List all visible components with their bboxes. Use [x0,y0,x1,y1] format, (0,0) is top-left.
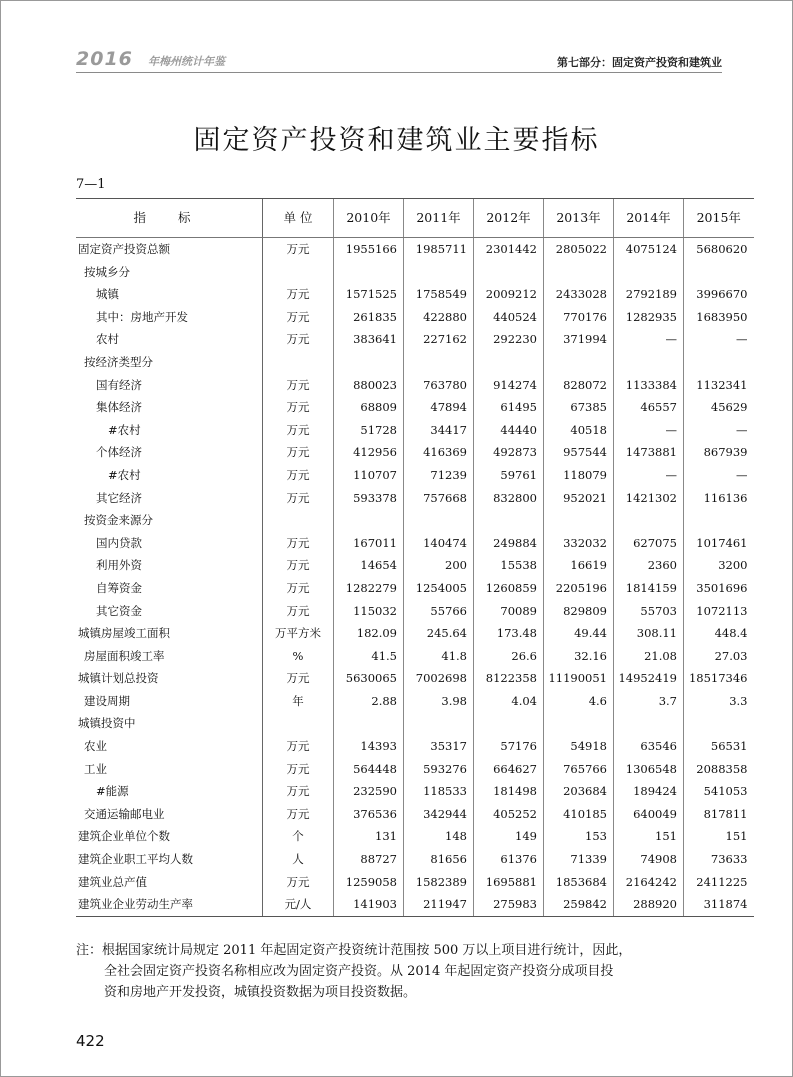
value-cell: 73633 [684,848,754,871]
value-cell: 292230 [474,328,544,351]
value-cell: 867939 [684,441,754,464]
header-year: 2014年 [614,199,684,238]
indicator-label: #农村 [108,467,141,482]
value-cell: 26.6 [474,645,544,668]
value-cell: 1260859 [474,577,544,600]
value-cell: 249884 [474,532,544,555]
value-cell: 8122358 [474,667,544,690]
indicator-label: 城镇房屋竣工面积 [78,626,170,641]
section-title: 第七部分：固定资产投资和建筑业 [557,56,722,69]
table-row [76,871,754,894]
value-cell: 46557 [614,396,684,419]
table-row [76,554,754,577]
unit-cell: 万元 [263,554,334,577]
value-cell: 1955166 [334,238,404,261]
value-cell: 770176 [544,306,614,329]
unit-cell: 万元 [263,600,334,623]
unit-cell: % [263,645,334,668]
value-cell: 1282935 [614,306,684,329]
value-cell: 71339 [544,848,614,871]
value-cell [684,509,754,532]
unit-cell: 万元 [263,667,334,690]
value-cell [684,712,754,735]
table-body [76,238,754,917]
table-row [76,238,754,261]
value-cell: 2360 [614,554,684,577]
unit-cell: 万元 [263,374,334,397]
value-cell: 67385 [544,396,614,419]
value-cell: 61495 [474,396,544,419]
yearbook-year: 2016 [76,48,133,70]
value-cell: 3200 [684,554,754,577]
value-cell: 151 [684,825,754,848]
unit-cell: 万元 [263,396,334,419]
value-cell: 492873 [474,441,544,464]
value-cell: 308.11 [614,622,684,645]
value-cell: 2805022 [544,238,614,261]
unit-cell: 万平方米 [263,622,334,645]
indicator-label: 农村 [96,332,119,347]
table-row [76,441,754,464]
value-cell [474,509,544,532]
unit-cell: 万元 [263,871,334,894]
value-cell [404,261,474,284]
unit-cell: 个 [263,825,334,848]
value-cell: 2.88 [334,690,404,713]
indicator-label: 其它经济 [96,490,142,505]
value-cell: 21.08 [614,645,684,668]
value-cell: 765766 [544,758,614,781]
value-cell: — [614,328,684,351]
value-cell: 44440 [474,419,544,442]
value-cell [474,351,544,374]
unit-cell: 万元 [263,758,334,781]
unit-cell: 万元 [263,328,334,351]
value-cell: 245.64 [404,622,474,645]
indicator-label: 建设周期 [84,693,130,708]
value-cell: 914274 [474,374,544,397]
value-cell: 203684 [544,780,614,803]
value-cell: 1571525 [334,283,404,306]
indicator-label: 利用外资 [96,558,142,573]
value-cell: 383641 [334,328,404,351]
value-cell: 288920 [614,893,684,916]
value-cell: 211947 [404,893,474,916]
value-cell: 757668 [404,487,474,510]
value-cell: 2301442 [474,238,544,261]
unit-cell [263,712,334,735]
value-cell: 70089 [474,600,544,623]
value-cell: 3.3 [684,690,754,713]
value-cell [544,509,614,532]
indicator-label: 房屋面积竣工率 [84,648,165,663]
value-cell [684,261,754,284]
value-cell: 2164242 [614,871,684,894]
value-cell: 54918 [544,735,614,758]
header-year: 2013年 [544,199,614,238]
indicator-label: 农业 [84,739,107,754]
value-cell: 14393 [334,735,404,758]
value-cell: 41.8 [404,645,474,668]
value-cell: 55703 [614,600,684,623]
value-cell: 115032 [334,600,404,623]
unit-cell: 万元 [263,532,334,555]
value-cell: 1758549 [404,283,474,306]
value-cell: 71239 [404,464,474,487]
header-year: 2010年 [334,199,404,238]
value-cell: 15538 [474,554,544,577]
value-cell: 640049 [614,803,684,826]
value-cell: 40518 [544,419,614,442]
header-year: 2011年 [404,199,474,238]
indicator-label: 工业 [84,761,107,776]
value-cell: — [614,419,684,442]
value-cell: 763780 [404,374,474,397]
value-cell: 34417 [404,419,474,442]
indicator-label: #能源 [96,784,129,799]
value-cell: 376536 [334,803,404,826]
value-cell: 259842 [544,893,614,916]
value-cell: 57176 [474,735,544,758]
value-cell: 55766 [404,600,474,623]
value-cell: 4075124 [614,238,684,261]
yearbook-name: 年梅州统计年鉴 [148,55,225,68]
header-year: 2015年 [684,199,754,238]
unit-cell: 万元 [263,306,334,329]
value-cell: 1683950 [684,306,754,329]
value-cell: 627075 [614,532,684,555]
page-title: 固定资产投资和建筑业主要指标 [193,125,600,156]
value-cell: 49.44 [544,622,614,645]
value-cell: 440524 [474,306,544,329]
footnote-line: 注：根据国家统计局规定 2011 年起固定资产投资统计范围按 500 万以上项目进行统计，因此， [76,943,632,958]
table-row [76,419,754,442]
table-row [76,509,754,532]
value-cell: 16619 [544,554,614,577]
footnote-line: 资和房地产开发投资，城镇投资数据为项目投资数据。 [104,985,417,1000]
table-row [76,825,754,848]
value-cell: 118079 [544,464,614,487]
value-cell: 952021 [544,487,614,510]
table-row [76,328,754,351]
value-cell: 412956 [334,441,404,464]
value-cell: 68809 [334,396,404,419]
header-year: 2012年 [474,199,544,238]
value-cell: 2205196 [544,577,614,600]
value-cell: 1814159 [614,577,684,600]
value-cell: 1582389 [404,871,474,894]
value-cell: 45629 [684,396,754,419]
value-cell [474,261,544,284]
value-cell: 181498 [474,780,544,803]
unit-cell: 万元 [263,464,334,487]
table-row [76,803,754,826]
indicator-label: 个体经济 [96,445,142,460]
unit-cell: 人 [263,848,334,871]
value-cell: 1985711 [404,238,474,261]
value-cell: 3.98 [404,690,474,713]
unit-cell: 万元 [263,577,334,600]
value-cell: 189424 [614,780,684,803]
value-cell: 3501696 [684,577,754,600]
value-cell [334,509,404,532]
value-cell: 88727 [334,848,404,871]
value-cell: 1282279 [334,577,404,600]
table-row [76,735,754,758]
value-cell: 116136 [684,487,754,510]
value-cell: 664627 [474,758,544,781]
value-cell: 74908 [614,848,684,871]
indicator-label: 城镇计划总投资 [78,671,159,686]
unit-cell [263,509,334,532]
table-row [76,780,754,803]
indicator-label: 国有经济 [96,377,142,392]
indicator-label: 建筑业企业劳动生产率 [76,893,263,916]
value-cell: 1259058 [334,871,404,894]
footnote [76,940,726,1003]
value-cell: 27.03 [684,645,754,668]
value-cell [544,261,614,284]
value-cell: 2411225 [684,871,754,894]
value-cell: 167011 [334,532,404,555]
table-row [76,848,754,871]
value-cell [404,351,474,374]
value-cell: 371994 [544,328,614,351]
table-row [76,464,754,487]
value-cell: 829809 [544,600,614,623]
value-cell: 332032 [544,532,614,555]
unit-cell: 万元 [263,419,334,442]
value-cell: 59761 [474,464,544,487]
value-cell: 41.5 [334,645,404,668]
value-cell [684,351,754,374]
value-cell: 2009212 [474,283,544,306]
value-cell: 1133384 [614,374,684,397]
value-cell: 1132341 [684,374,754,397]
table-number: 7—1 [76,177,106,192]
value-cell: 35317 [404,735,474,758]
value-cell: 200 [404,554,474,577]
value-cell: 14952419 [614,667,684,690]
value-cell: 275983 [474,893,544,916]
value-cell: 148 [404,825,474,848]
indicator-label: 按资金来源分 [84,513,153,528]
table-row [76,622,754,645]
value-cell: 18517346 [684,667,754,690]
value-cell: 149 [474,825,544,848]
value-cell: 153 [544,825,614,848]
indicator-label: 固定资产投资总额 [78,242,170,256]
table-row [76,893,754,916]
value-cell [404,712,474,735]
indicator-label: #农村 [108,422,141,437]
value-cell: 63546 [614,735,684,758]
unit-cell: 万元 [263,803,334,826]
table-row [76,758,754,781]
indicator-label: 建筑企业单位个数 [78,829,170,844]
value-cell: 564448 [334,758,404,781]
running-head [76,50,722,73]
table-row [76,351,754,374]
value-cell: 131 [334,825,404,848]
unit-cell: 万元 [263,780,334,803]
table-row [76,306,754,329]
value-cell: 7002698 [404,667,474,690]
value-cell: 11190051 [544,667,614,690]
page-number: 422 [76,1032,105,1050]
header-indicator: 指 标 [76,199,263,238]
indicator-label: 集体经济 [96,400,142,415]
value-cell [614,712,684,735]
table-row [76,283,754,306]
value-cell [544,712,614,735]
table-row [76,374,754,397]
value-cell: 61376 [474,848,544,871]
unit-cell [263,261,334,284]
indicator-label: 按城乡分 [84,264,130,279]
value-cell: — [684,464,754,487]
value-cell: 880023 [334,374,404,397]
table-row [76,667,754,690]
value-cell: 182.09 [334,622,404,645]
value-cell: 141903 [334,893,404,916]
value-cell [614,509,684,532]
value-cell: 593276 [404,758,474,781]
value-cell: 4.04 [474,690,544,713]
value-cell: 1254005 [404,577,474,600]
table-header-row [76,199,754,238]
value-cell: 232590 [334,780,404,803]
unit-cell: 万元 [263,735,334,758]
value-cell: 32.16 [544,645,614,668]
value-cell: 828072 [544,374,614,397]
header-unit: 单 位 [263,199,334,238]
unit-cell: 万元 [263,487,334,510]
value-cell: 3996670 [684,283,754,306]
unit-cell: 万元 [263,283,334,306]
table-row [76,261,754,284]
indicator-label: 国内贷款 [96,535,142,550]
table-row [76,600,754,623]
value-cell [334,261,404,284]
value-cell: 5630065 [334,667,404,690]
value-cell [614,351,684,374]
value-cell [334,351,404,374]
table-row [76,645,754,668]
value-cell: 405252 [474,803,544,826]
indicator-label: 按经济类型分 [84,354,153,369]
unit-cell: 万元 [263,238,334,261]
indicator-label: 自筹资金 [96,580,142,595]
unit-cell: 元/人 [263,893,334,916]
value-cell: 593378 [334,487,404,510]
value-cell: 1473881 [614,441,684,464]
value-cell: 51728 [334,419,404,442]
table-row [76,487,754,510]
value-cell: 261835 [334,306,404,329]
value-cell: 448.4 [684,622,754,645]
value-cell: 118533 [404,780,474,803]
value-cell: 342944 [404,803,474,826]
value-cell: — [614,464,684,487]
indicator-label: 其它资金 [96,603,142,618]
value-cell: — [684,328,754,351]
value-cell: 2792189 [614,283,684,306]
value-cell: 110707 [334,464,404,487]
value-cell: 1853684 [544,871,614,894]
unit-cell: 年 [263,690,334,713]
table-row [76,532,754,555]
value-cell: 541053 [684,780,754,803]
value-cell: 56531 [684,735,754,758]
value-cell: 2433028 [544,283,614,306]
unit-cell: 万元 [263,441,334,464]
value-cell: 4.6 [544,690,614,713]
value-cell: 311874 [684,893,754,916]
value-cell: 173.48 [474,622,544,645]
indicator-label: 建筑业总产值 [78,874,147,889]
indicator-label: 城镇投资中 [78,716,136,731]
value-cell: 1695881 [474,871,544,894]
indicator-label: 其中：房地产开发 [96,309,188,324]
value-cell: 422880 [404,306,474,329]
table-row [76,577,754,600]
footnote-line: 全社会固定资产投资名称相应改为固定资产投资。从 2014 年起固定资产投资分成项目投 [104,964,614,979]
value-cell: 1072113 [684,600,754,623]
table-row [76,690,754,713]
value-cell [614,261,684,284]
value-cell: 140474 [404,532,474,555]
unit-cell [263,351,334,374]
value-cell: 47894 [404,396,474,419]
value-cell: 957544 [544,441,614,464]
value-cell: — [684,419,754,442]
value-cell: 14654 [334,554,404,577]
value-cell: 5680620 [684,238,754,261]
table-row [76,396,754,419]
indicator-label: 建筑企业职工平均人数 [78,852,193,867]
value-cell: 2088358 [684,758,754,781]
indicators-table [76,198,754,917]
value-cell: 151 [614,825,684,848]
value-cell: 3.7 [614,690,684,713]
value-cell [334,712,404,735]
value-cell [544,351,614,374]
value-cell: 410185 [544,803,614,826]
value-cell [404,509,474,532]
value-cell: 1017461 [684,532,754,555]
value-cell: 81656 [404,848,474,871]
value-cell: 1306548 [614,758,684,781]
value-cell: 227162 [404,328,474,351]
value-cell: 1421302 [614,487,684,510]
table-row [76,712,754,735]
value-cell: 832800 [474,487,544,510]
indicator-label: 交通运输邮电业 [84,806,165,821]
indicator-label: 城镇 [96,287,119,302]
value-cell [474,712,544,735]
value-cell: 817811 [684,803,754,826]
value-cell: 416369 [404,441,474,464]
